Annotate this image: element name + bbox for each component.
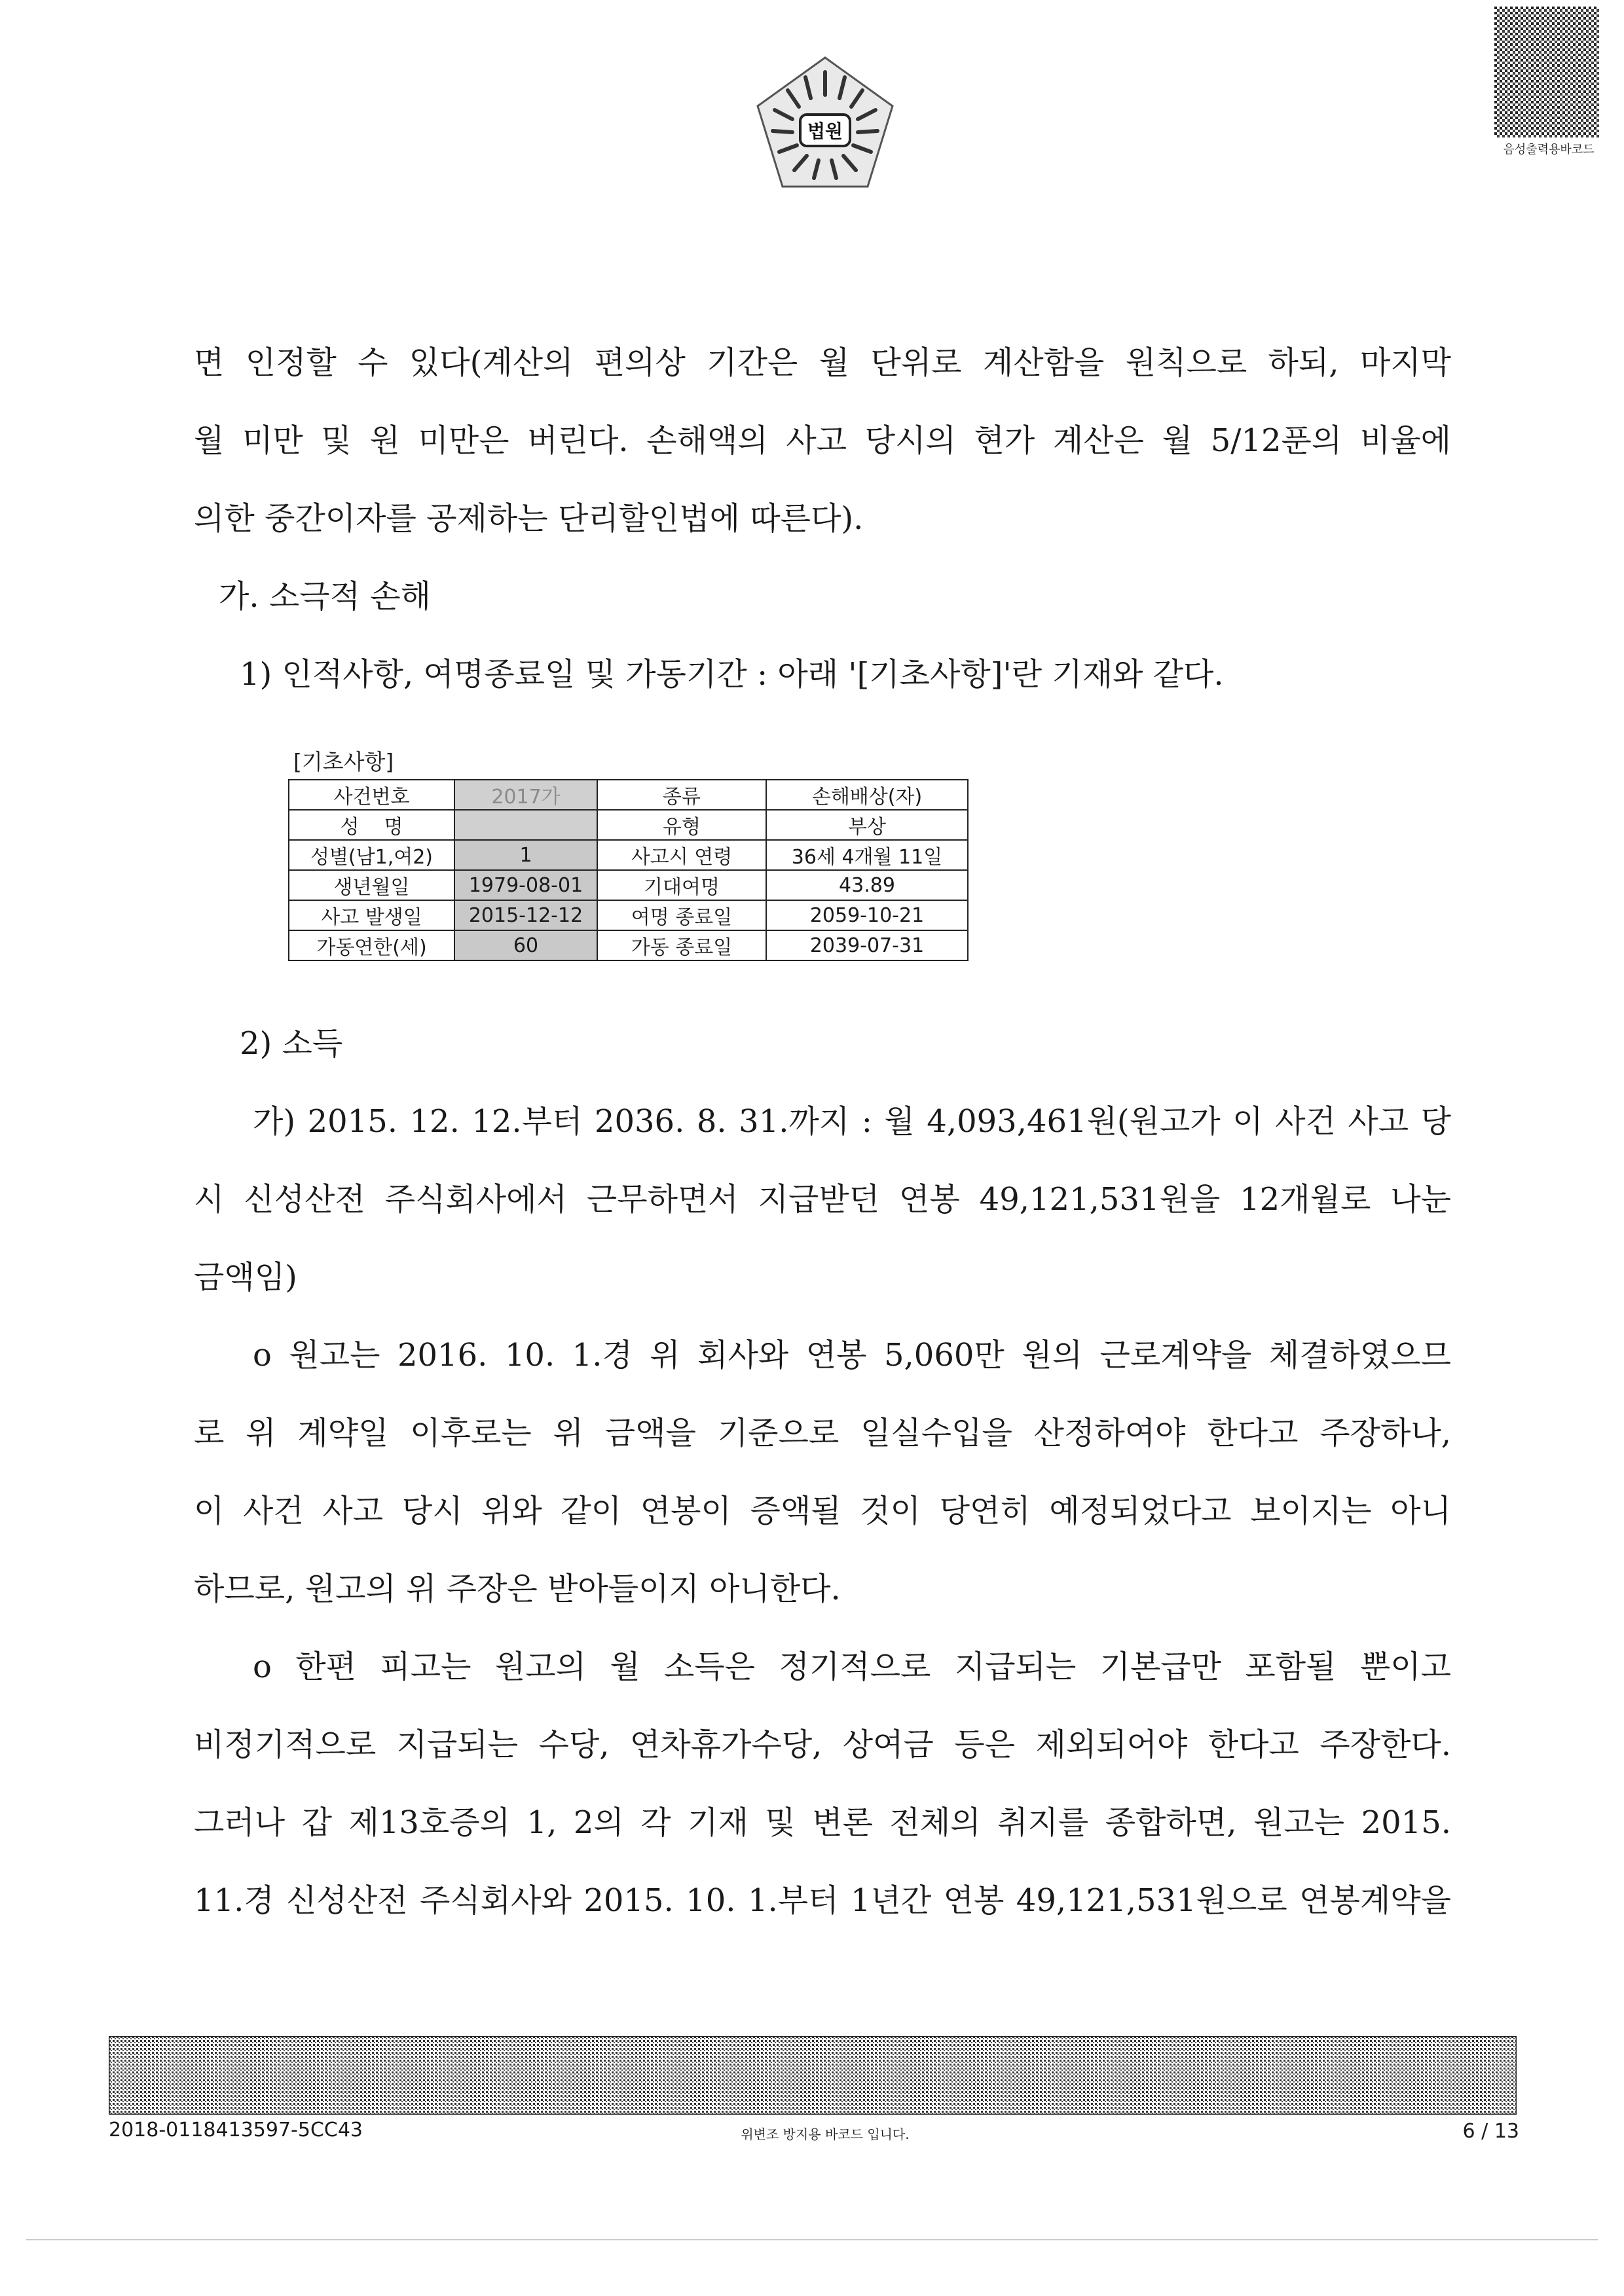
table-cell: 2039-07-31	[766, 930, 968, 960]
text-line: 로 위 계약일 이후로는 위 금액을 기준으로 일실수입을 산정하여야 한다고 주장하나,	[194, 1415, 1451, 1451]
table-row	[289, 900, 968, 930]
income-section	[194, 1005, 1451, 1940]
table-cell: 1	[454, 840, 597, 870]
basics-table-caption: [기초사항]	[293, 749, 394, 774]
basics-table	[288, 779, 969, 961]
table-cell: 60	[454, 930, 597, 960]
table-cell: 43.89	[766, 870, 968, 900]
table-cell: 유형	[597, 810, 766, 840]
table-cell: 생년월일	[289, 870, 454, 900]
qr-barcode-icon	[1494, 7, 1599, 137]
table-row	[289, 840, 968, 870]
section-heading-2: 2) 소득	[240, 1025, 343, 1062]
table-cell: 36세 4개월 11일	[766, 840, 968, 870]
document-id: 2018-0118413597-5CC43	[109, 2119, 363, 2141]
table-cell: 성 명	[289, 810, 454, 840]
table-cell: 기대여명	[597, 870, 766, 900]
text-line: 비정기적으로 지급되는 수당, 연차휴가수당, 상여금 등은 제외되어야 한다고 주장한다.	[194, 1726, 1451, 1763]
table-cell: 가동 종료일	[597, 930, 766, 960]
table-cell-redacted: 2017가	[454, 780, 597, 810]
table-cell: 성별(남1,여2)	[289, 840, 454, 870]
text-line: o 한편 피고는 원고의 월 소득은 정기적으로 지급되는 기본급만 포함될 뿐이고	[253, 1649, 1451, 1685]
table-cell: 사고 발생일	[289, 900, 454, 930]
table-cell: 2059-10-21	[766, 900, 968, 930]
table-cell: 2015-12-12	[454, 900, 597, 930]
anti-forgery-barcode-icon	[109, 2036, 1517, 2115]
text-line: 면 인정할 수 있다(계산의 편의상 기간은 월 단위로 계산함을 원칙으로 하되, 마지막	[194, 344, 1451, 381]
text-line: 의한 중간이자를 공제하는 단리할인법에 따른다).	[194, 500, 864, 537]
table-row	[289, 810, 968, 840]
table-row	[289, 930, 968, 960]
table-row	[289, 780, 968, 810]
table-cell: 종류	[597, 780, 766, 810]
bottom-divider	[26, 2239, 1598, 2240]
text-line: 가) 2015. 12. 12.부터 2036. 8. 31.까지 : 월 4,093,461원(원고가 이 사건 사고 당	[253, 1103, 1451, 1140]
court-seal-logo	[743, 46, 907, 210]
table-cell: 사고시 연령	[597, 840, 766, 870]
table-cell: 부상	[766, 810, 968, 840]
table-cell: 여명 종료일	[597, 900, 766, 930]
table-cell: 1979-08-01	[454, 870, 597, 900]
section-heading-1: 1) 인적사항, 여명종료일 및 가동기간 : 아래 '[기초사항]'란 기재와 같다.	[240, 656, 1224, 693]
text-line: 금액임)	[194, 1259, 297, 1296]
seal-text: 법원	[807, 120, 843, 142]
qr-label: 음성출력용바코드	[1503, 143, 1595, 156]
table-row	[289, 870, 968, 900]
text-line: 그러나 갑 제13호증의 1, 2의 각 기재 및 변론 전체의 취지를 종합하면, 원고는 2015.	[194, 1804, 1451, 1841]
table-cell: 손해배상(자)	[766, 780, 968, 810]
text-line: 하므로, 원고의 위 주장은 받아들이지 아니한다.	[194, 1571, 841, 1607]
text-line: 11.경 신성산전 주식회사와 2015. 10. 1.부터 1년간 연봉 49,121,531원으로 연봉계약을	[194, 1882, 1451, 1919]
text-line: o 원고는 2016. 10. 1.경 위 회사와 연봉 5,060만 원의 근로계약을 체결하였으므	[253, 1337, 1451, 1374]
text-line: 월 미만 및 원 미만은 버린다. 손해액의 사고 당시의 현가 계산은 월 5/12푼의 비율에	[194, 422, 1451, 459]
text-line: 시 신성산전 주식회사에서 근무하면서 지급받던 연봉 49,121,531원을 12개월로 나눈	[194, 1181, 1451, 1218]
table-cell: 사건번호	[289, 780, 454, 810]
page-number: 6 / 13	[1462, 2120, 1519, 2143]
intro-paragraph	[194, 324, 1451, 714]
table-cell: 가동연한(세)	[289, 930, 454, 960]
barcode-note: 위변조 방지용 바코드 입니다.	[741, 2126, 910, 2142]
text-line: 이 사건 사고 당시 위와 같이 연봉이 증액될 것이 당연히 예정되었다고 보이지는 아니	[194, 1493, 1451, 1529]
table-cell-redacted	[454, 810, 597, 840]
section-heading-ga: 가. 소극적 손해	[219, 578, 431, 615]
